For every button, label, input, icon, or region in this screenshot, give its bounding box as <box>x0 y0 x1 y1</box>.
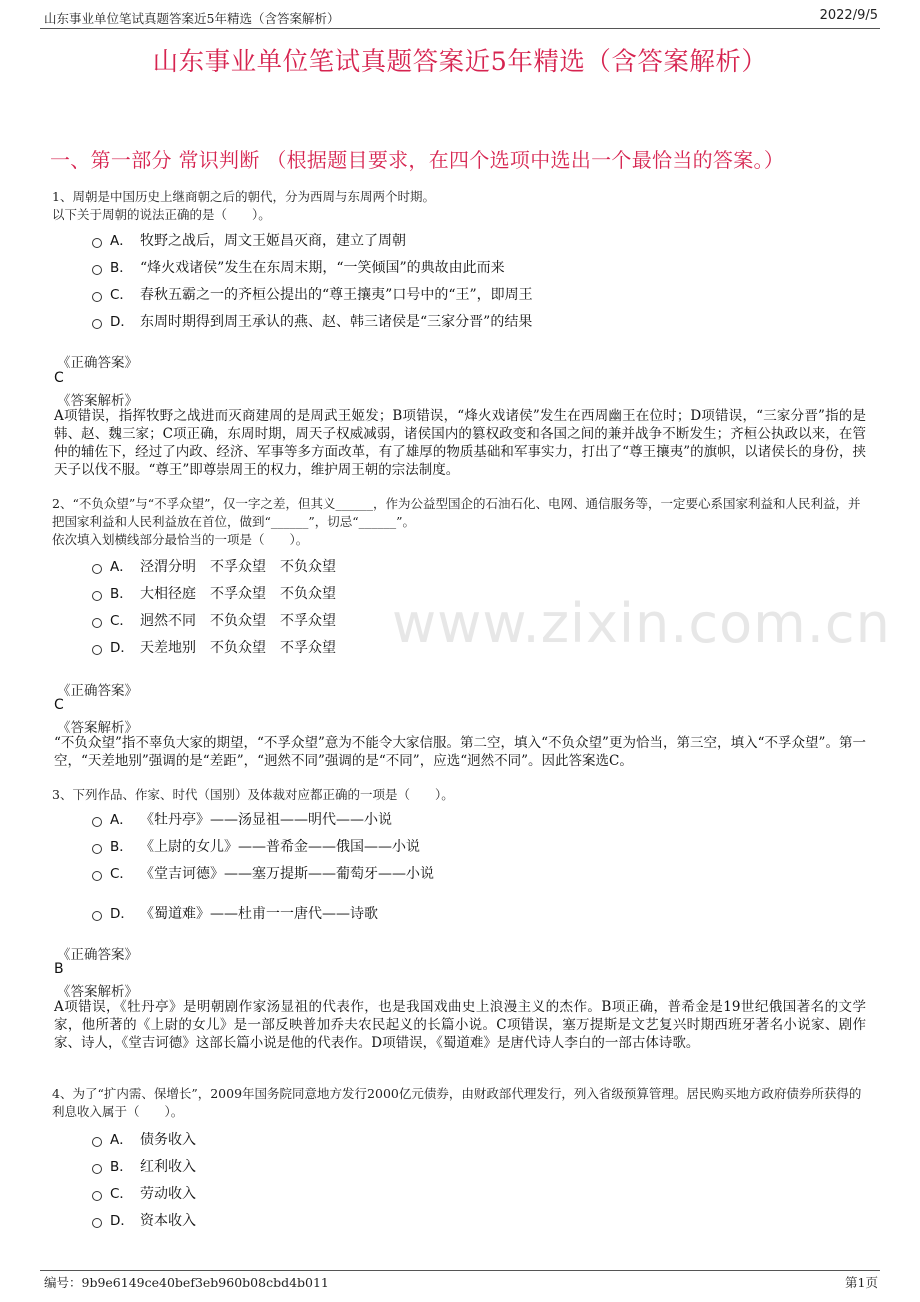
option-letter: A． <box>110 1132 133 1148</box>
option-letter: B． <box>110 586 133 602</box>
question-1-line-1: 1、周朝是中国历史上继商朝之后的朝代，分为西周与东周两个时期。 <box>52 189 435 204</box>
footer-divider <box>40 1270 880 1271</box>
question-3-option-c[interactable] <box>92 862 434 883</box>
option-letter: B． <box>110 260 133 276</box>
option-letter: D． <box>110 1213 134 1229</box>
question-2-line-1: 2、“不负众望”与“不孚众望”，仅一字之差，但其义______，作为公益型国企的石油石化、电网、通信服务等，一定要心系国家利益和人民利益，并把国家利益和人民利益放在首位，做到“______”，切忌“______”。 <box>52 496 861 529</box>
option-letter: D． <box>110 314 134 330</box>
question-1-line-2: 以下关于周朝的说法正确的是（ ）。 <box>52 207 271 222</box>
question-1-answer-label: 《正确答案》 <box>57 355 138 371</box>
section-title: 一、第一部分 常识判断 （根据题目要求，在四个选项中选出一个最恰当的答案。） <box>50 148 785 172</box>
question-2-option-c[interactable] <box>92 609 336 630</box>
footer-serial: 编号：9b9e6149ce40bef3eb960b08cbd4b011 <box>44 1275 329 1290</box>
question-2-option-b[interactable] <box>92 582 336 603</box>
radio-icon[interactable] <box>92 292 102 302</box>
radio-icon[interactable] <box>92 1164 102 1174</box>
option-letter: A． <box>110 812 133 828</box>
question-2-explanation: “不负众望”指不辜负大家的期望，“不孚众望”意为不能令大家信服。第二空，填入“不负众望”更为恰当，第三空，填入“不孚众望”。第一空，“天差地别”强调的是“差距”，“迥然不同”强调的是“不同”，应选“迥然不同”。因此答案选C。 <box>54 735 866 769</box>
radio-icon[interactable] <box>92 265 102 275</box>
footer-page-number: 第1页 <box>845 1275 878 1290</box>
option-text: 大相径庭 不孚众望 不负众望 <box>140 586 336 602</box>
question-4-text <box>52 1085 867 1121</box>
question-4-option-d[interactable] <box>92 1209 196 1230</box>
option-letter: A． <box>110 559 133 575</box>
radio-icon[interactable] <box>92 817 102 827</box>
radio-icon[interactable] <box>92 871 102 881</box>
question-3-explanation: A项错误，《牡丹亭》是明朝剧作家汤显祖的代表作，也是我国戏曲史上浪漫主义的杰作。B项正确，普希金是19世纪俄国著名的文学家，他所著的《上尉的女儿》是一部反映普加乔夫农民起义的长篇小说。C项错误，塞万提斯是文艺复兴时期西班牙著名小说家、剧作家、诗人，《堂吉诃德》这部长篇小说是他的代表作。D项错误，《蜀道难》是唐代诗人李白的一部古体诗歌。 <box>54 999 866 1051</box>
question-1-option-d[interactable] <box>92 310 532 331</box>
option-letter: C． <box>110 1186 133 1202</box>
question-2-analysis-label: 《答案解析》 <box>57 720 138 736</box>
option-text: 《堂吉诃德》——塞万提斯——葡萄牙——小说 <box>140 866 434 882</box>
question-3-analysis-label: 《答案解析》 <box>57 984 138 1000</box>
option-text: 天差地别 不负众望 不孚众望 <box>140 640 336 656</box>
option-text: 东周时期得到周王承认的燕、赵、韩三诸侯是“三家分晋”的结果 <box>140 314 533 330</box>
question-3-answer: B <box>54 961 64 977</box>
question-1-option-a[interactable] <box>92 229 406 250</box>
question-3-option-a[interactable] <box>92 808 392 829</box>
radio-icon[interactable] <box>92 591 102 601</box>
header-doc-name: 山东事业单位笔试真题答案近5年精选（含答案解析） <box>44 11 340 26</box>
option-text: 迥然不同 不负众望 不孚众望 <box>140 613 336 629</box>
option-text: 《牡丹亭》——汤显祖——明代——小说 <box>140 812 392 828</box>
option-text: 春秋五霸之一的齐桓公提出的“尊王攘夷”口号中的“王”，即周王 <box>140 287 533 303</box>
option-text: 泾渭分明 不孚众望 不负众望 <box>140 559 336 575</box>
option-text: 资本收入 <box>140 1213 196 1229</box>
option-text: 红利收入 <box>140 1159 196 1175</box>
question-4-option-c[interactable] <box>92 1182 196 1203</box>
question-1-option-b[interactable] <box>92 256 505 277</box>
question-2-option-a[interactable] <box>92 555 336 576</box>
document-title: 山东事业单位笔试真题答案近5年精选（含答案解析） <box>152 47 768 77</box>
option-letter: A． <box>110 233 133 249</box>
radio-icon[interactable] <box>92 618 102 628</box>
option-text: 债务收入 <box>140 1132 196 1148</box>
header-date: 2022/9/5 <box>819 8 878 23</box>
question-1-explanation: A项错误，指挥牧野之战进而灭商建周的是周武王姬发；B项错误，“烽火戏诸侯”发生在西周幽王在位时；D项错误，“三家分晋”指的是韩、赵、魏三家；C项正确，东周时期，周天子权威减弱，诸侯国内的篡权政变和各国之间的兼并战争不断发生；齐桓公执政以来，在管仲的辅佐下，经过了内政、经济、军事等多方面改革，有了雄厚的物质基础和军事实力，打出了“尊王攘夷”的旗帜，以诸侯长的身份，挟天子以伐不服。“尊王”即尊崇周王的权力，维护周王朝的宗法制度。 <box>54 408 866 478</box>
radio-icon[interactable] <box>92 319 102 329</box>
question-1-analysis-label: 《答案解析》 <box>57 393 138 409</box>
radio-icon[interactable] <box>92 238 102 248</box>
question-2-text <box>52 495 867 549</box>
option-letter: D． <box>110 906 134 922</box>
question-3-line-1: 3、下列作品、作家、时代（国别）及体裁对应都正确的一项是（ ）。 <box>52 787 454 802</box>
radio-icon[interactable] <box>92 1218 102 1228</box>
question-4-option-a[interactable] <box>92 1128 196 1149</box>
header-divider <box>40 28 880 29</box>
question-2-answer: C <box>54 697 64 713</box>
question-3-answer-label: 《正确答案》 <box>57 947 138 963</box>
question-4-line-1: 4、为了“扩内需、保增长”，2009年国务院同意地方发行2000亿元债券，由财政部代理发行，列入省级预算管理。居民购买地方政府债券所获得的利息收入属于（ ）。 <box>52 1086 862 1119</box>
question-1-option-c[interactable] <box>92 283 533 304</box>
question-1-answer: C <box>54 370 64 386</box>
radio-icon[interactable] <box>92 844 102 854</box>
radio-icon[interactable] <box>92 1191 102 1201</box>
question-2-line-2: 依次填入划横线部分最恰当的一项是（ ）。 <box>52 532 309 547</box>
radio-icon[interactable] <box>92 645 102 655</box>
option-text: 《上尉的女儿》——普希金——俄国——小说 <box>140 839 420 855</box>
option-text: 劳动收入 <box>140 1186 196 1202</box>
question-1-text <box>52 188 867 224</box>
option-text: 牧野之战后，周文王姬昌灭商，建立了周朝 <box>140 233 406 249</box>
radio-icon[interactable] <box>92 1137 102 1147</box>
option-letter: B． <box>110 839 133 855</box>
question-3-option-b[interactable] <box>92 835 420 856</box>
question-2-option-d[interactable] <box>92 636 336 657</box>
option-letter: C． <box>110 613 133 629</box>
option-letter: C． <box>110 287 133 303</box>
option-text: “烽火戏诸侯”发生在东周末期，“一笑倾国”的典故由此而来 <box>140 260 505 276</box>
option-letter: D． <box>110 640 134 656</box>
option-letter: C． <box>110 866 133 882</box>
question-4-option-b[interactable] <box>92 1155 196 1176</box>
question-3-option-d[interactable] <box>92 902 378 923</box>
question-2-answer-label: 《正确答案》 <box>57 683 138 699</box>
option-text: 《蜀道难》——杜甫一一唐代——诗歌 <box>140 906 378 922</box>
option-letter: B． <box>110 1159 133 1175</box>
question-3-text <box>52 786 867 804</box>
radio-icon[interactable] <box>92 911 102 921</box>
watermark: www.zixin.com.cn <box>392 592 891 655</box>
radio-icon[interactable] <box>92 564 102 574</box>
